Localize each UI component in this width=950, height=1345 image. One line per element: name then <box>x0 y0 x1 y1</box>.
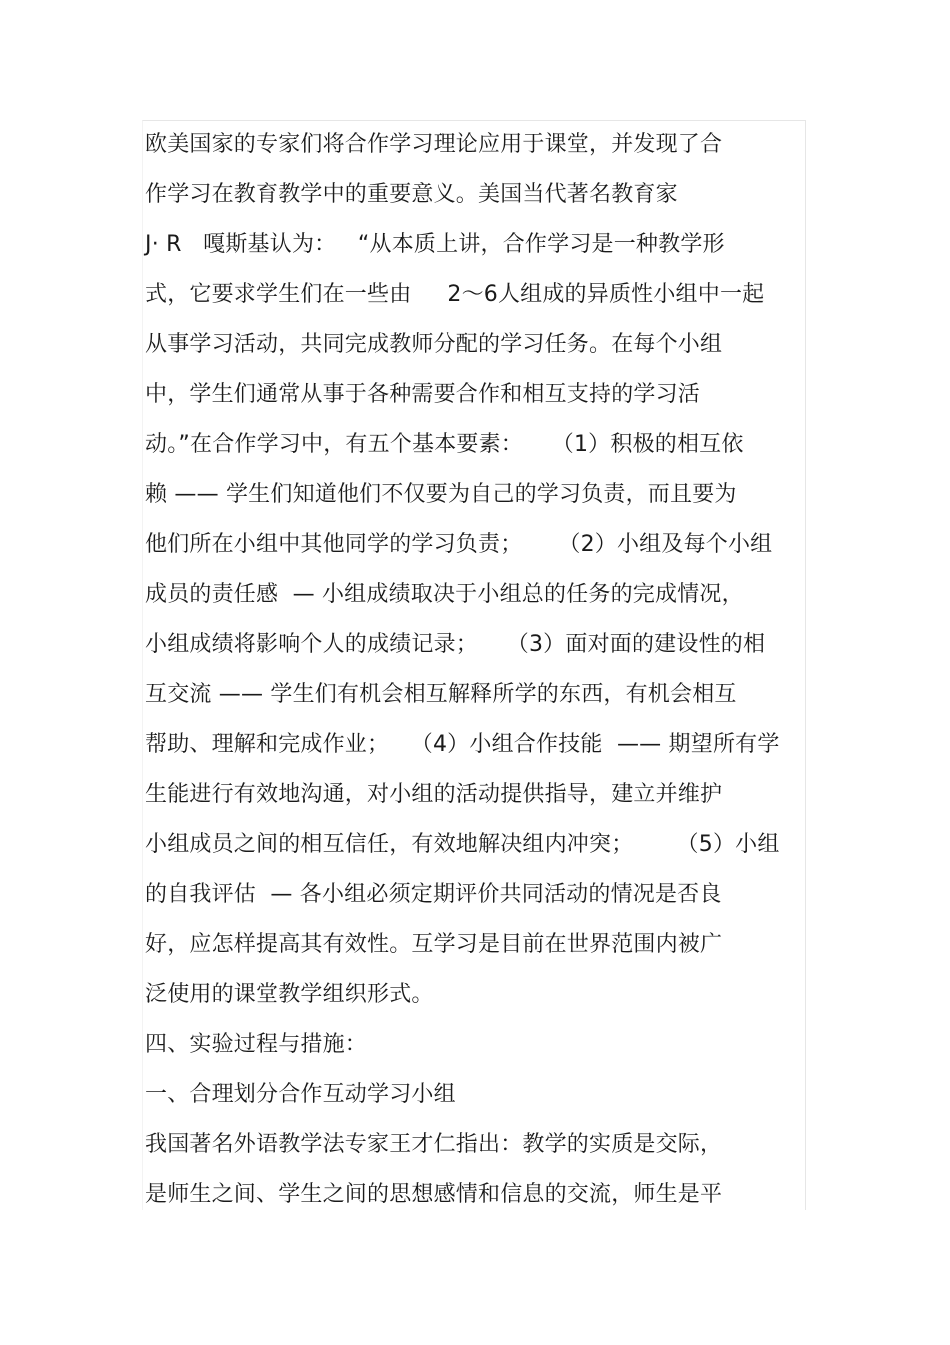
text-line: 好，应怎样提高其有效性。互学习是目前在世界范围内被广 <box>145 932 723 957</box>
text-line: 赖 —— 学生们知道他们不仅要为自己的学习负责，而且要为 <box>145 482 737 507</box>
text-line: 小组成员之间的相互信任，有效地解决组内冲突； （5）小组 <box>145 832 780 857</box>
text-line: 生能进行有效地沟通，对小组的活动提供指导，建立并维护 <box>145 782 723 807</box>
text-line: J· R 嘎斯基认为： “从本质上讲，合作学习是一种教学形 <box>145 232 725 257</box>
text-line: 成员的责任感 — 小组成绩取决于小组总的任务的完成情况， <box>145 582 744 607</box>
text-line: 互交流 —— 学生们有机会相互解释所学的东西，有机会相互 <box>145 682 737 707</box>
text-line: 式，它要求学生们在一些由 2～6人组成的异质性小组中一起 <box>145 282 765 307</box>
text-line: 欧美国家的专家们将合作学习理论应用于课堂，并发现了合 <box>145 132 723 157</box>
text-line: 中，学生们通常从事于各种需要合作和相互支持的学习活 <box>145 382 701 407</box>
text-line: 动。”在合作学习中，有五个基本要素： （1）积极的相互依 <box>145 432 744 457</box>
text-line: 小组成绩将影响个人的成绩记录； （3）面对面的建设性的相 <box>145 632 766 657</box>
text-line: 泛使用的课堂教学组织形式。 <box>145 982 434 1007</box>
text-line: 帮助、理解和完成作业； （4）小组合作技能 —— 期望所有学 <box>145 732 780 757</box>
section-heading: 四、实验过程与措施： <box>145 1032 368 1057</box>
text-line: 是师生之间、学生之间的思想感情和信息的交流，师生是平 <box>145 1182 723 1207</box>
text-line: 的自我评估 — 各小组必须定期评价共同活动的情况是否良 <box>145 882 722 907</box>
document-body <box>145 120 825 1220</box>
text-line: 我国著名外语教学法专家王才仁指出：教学的实质是交际， <box>145 1132 723 1157</box>
subsection-heading: 一、合理划分合作互动学习小组 <box>145 1082 456 1107</box>
text-line: 从事学习活动，共同完成教师分配的学习任务。在每个小组 <box>145 332 723 357</box>
text-line: 他们所在小组中其他同学的学习负责； （2）小组及每个小组 <box>145 532 773 557</box>
text-line: 作学习在教育教学中的重要意义。美国当代著名教育家 <box>145 182 678 207</box>
